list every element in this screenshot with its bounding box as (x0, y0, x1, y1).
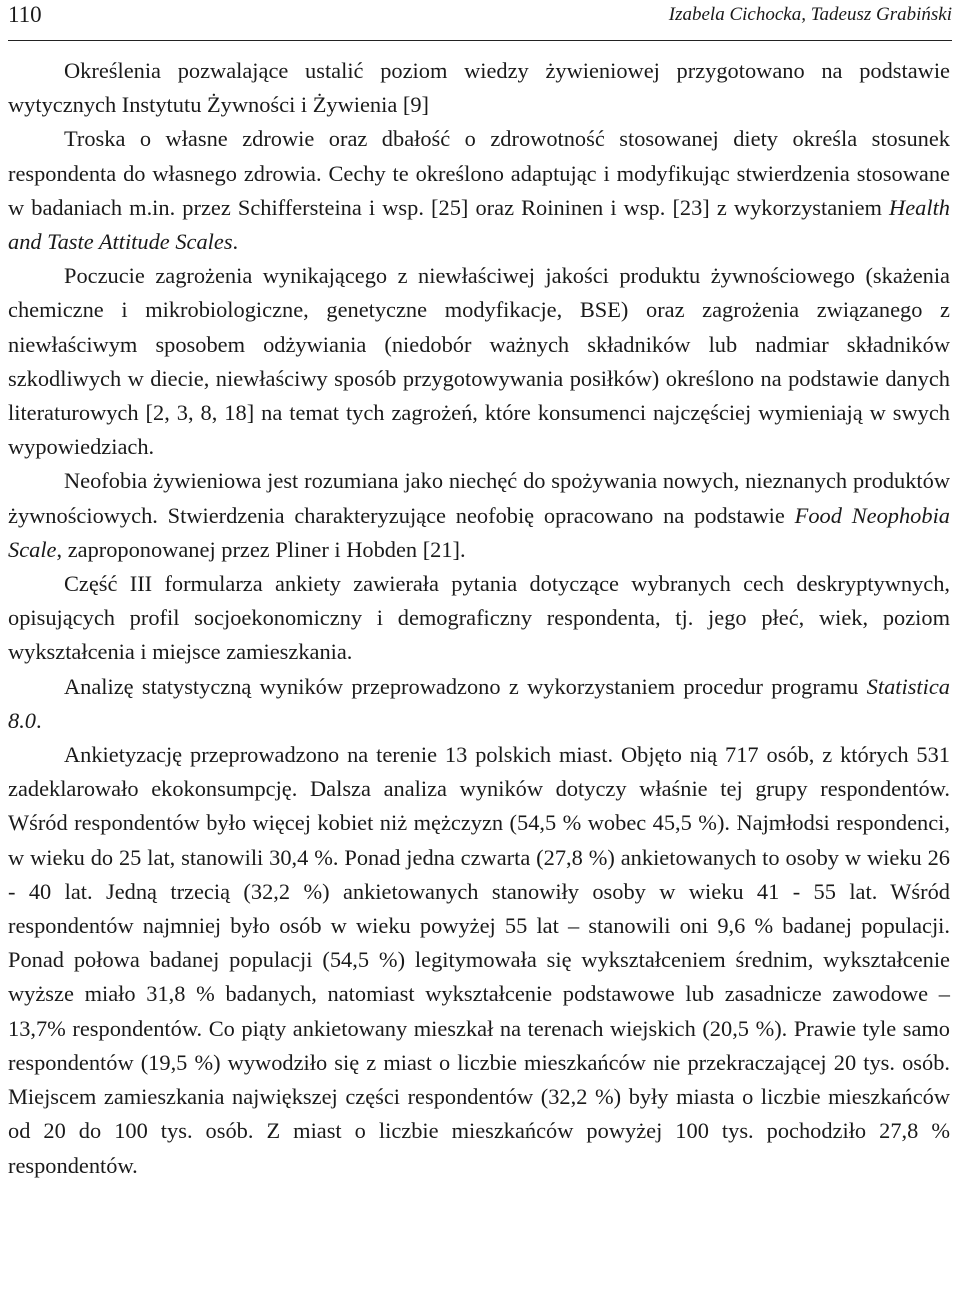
page-number: 110 (8, 2, 42, 27)
paragraph-food-neophobia (8, 464, 950, 567)
paragraph-health-concern-end: . (232, 229, 239, 255)
paragraph-health-concern (8, 122, 950, 259)
paragraph-survey-part-three: Część III formularza ankiety zawierała pytania dotyczące wybranych cech deskryptywnych, opisujących profil socjoekonomiczny i demograficzny respondenta, tj. jego płeć, wiek, poziom wykształcenia i miejsce zamieszkania. (8, 571, 950, 665)
paragraph-statistical-analysis (8, 670, 950, 738)
body-text (8, 54, 950, 1183)
scale-name-health-taste: Health and Taste Attitude Scales (8, 194, 950, 255)
software-name: Statistica 8.0 (8, 673, 950, 733)
paragraph-nutrition-knowledge: Określenia pozwalające ustalić poziom wiedzy żywieniowej przygotowano na podstawie wytycznych Instytutu Żywności i Żywienia [9] (8, 58, 950, 118)
page-header (8, 0, 952, 41)
running-head-authors: Izabela Cichocka, Tadeusz Grabiński (668, 4, 952, 25)
paragraph-respondent-profile: Ankietyzację przeprowadzono na terenie 13 polskich miast. Objęto nią 717 osób, z których 531 zadeklarowało ekokonsumpcję. Dalsza analiza wyników dotyczy właśnie tej grupy respondentów. Wśród respondentów było więcej kobiet niż mężczyzn (54,5 % wobec 45,5 %). Najmłodsi respondenci, w wieku do 25 lat, stanowili 30,4 %. Ponad jedna czwarta (27,8 %) ankietowanych to osoby w wieku 26 - 40 lat. Jedną trzecią (32,2 %) ankietowanych stanowiły osoby w wieku 41 - 55 lat. Wśród respondentów najmniej było osób w wieku powyżej 55 lat – stanowili oni 9,6 % badanej populacji. Ponad połowa badanej populacji (54,5 %) legitymowała się wykształceniem średnim, wykształcenie wyższe miało 31,8 % badanych, natomiast wykształcenie podstawowe lub zasadnicze zawodowe – 13,7% respondentów. Co piąty ankietowany mieszkał na terenach wiejskich (20,5 %). Prawie tyle samo respondentów (19,5 %) wywodziło się z miast o liczbie mieszkańców nie przekraczającej 20 tys. osób. Miejscem zamieszkania największej części respondentów (32,2 %) były miasta o liczbie mieszkańców od 20 do 100 tys. osób. Z miast o liczbie mieszkańców powyżej 100 tys. pochodziło 27,8 % respondentów. (8, 742, 950, 1178)
paragraph-health-concern-text: Troska o własne zdrowie oraz dbałość o zdrowotność stosowanej diety określa stosunek respondenta do własnego zdrowia. Cechy te określono adaptując i modyfikując stwierdzenia stosowane w badaniach m.in. przez Schiffersteina i wsp. [25] oraz Roininen i wsp. [23] z wykorzystaniem (8, 126, 950, 220)
paragraph-threat-perception: Poczucie zagrożenia wynikającego z niewłaściwej jakości produktu żywnościowego (skażenia chemiczne i mikrobiologiczne, genetyczne modyfikacje, BSE) oraz zagrożenia związanego z niewłaściwym sposobem odżywiania (niedobór ważnych składników lub nadmiar składników szkodliwych w diecie, niewłaściwy sposób przygotowywania posiłków) określono na podstawie danych literaturowych [2, 3, 8, 18] na temat tych zagrożeń, które konsumenci najczęściej wymieniają w swych wypowiedziach. (8, 263, 950, 460)
paragraph-statistical-analysis-text: Analizę statystyczną wyników przeprowadzono z wykorzystaniem procedur programu (64, 673, 867, 699)
paragraph-statistical-analysis-end: . (36, 707, 42, 733)
paragraph-food-neophobia-text: Neofobia żywieniowa jest rozumiana jako niechęć do spożywania nowych, nieznanych produktów żywnościowych. Stwierdzenia charakteryzujące neofobię opracowano na podstawie (8, 468, 950, 528)
scale-name-food-neophobia: Food Neophobia Scale (8, 502, 950, 562)
paragraph-food-neophobia-end: , zaproponowanej przez Pliner i Hobden [21]. (56, 536, 466, 562)
